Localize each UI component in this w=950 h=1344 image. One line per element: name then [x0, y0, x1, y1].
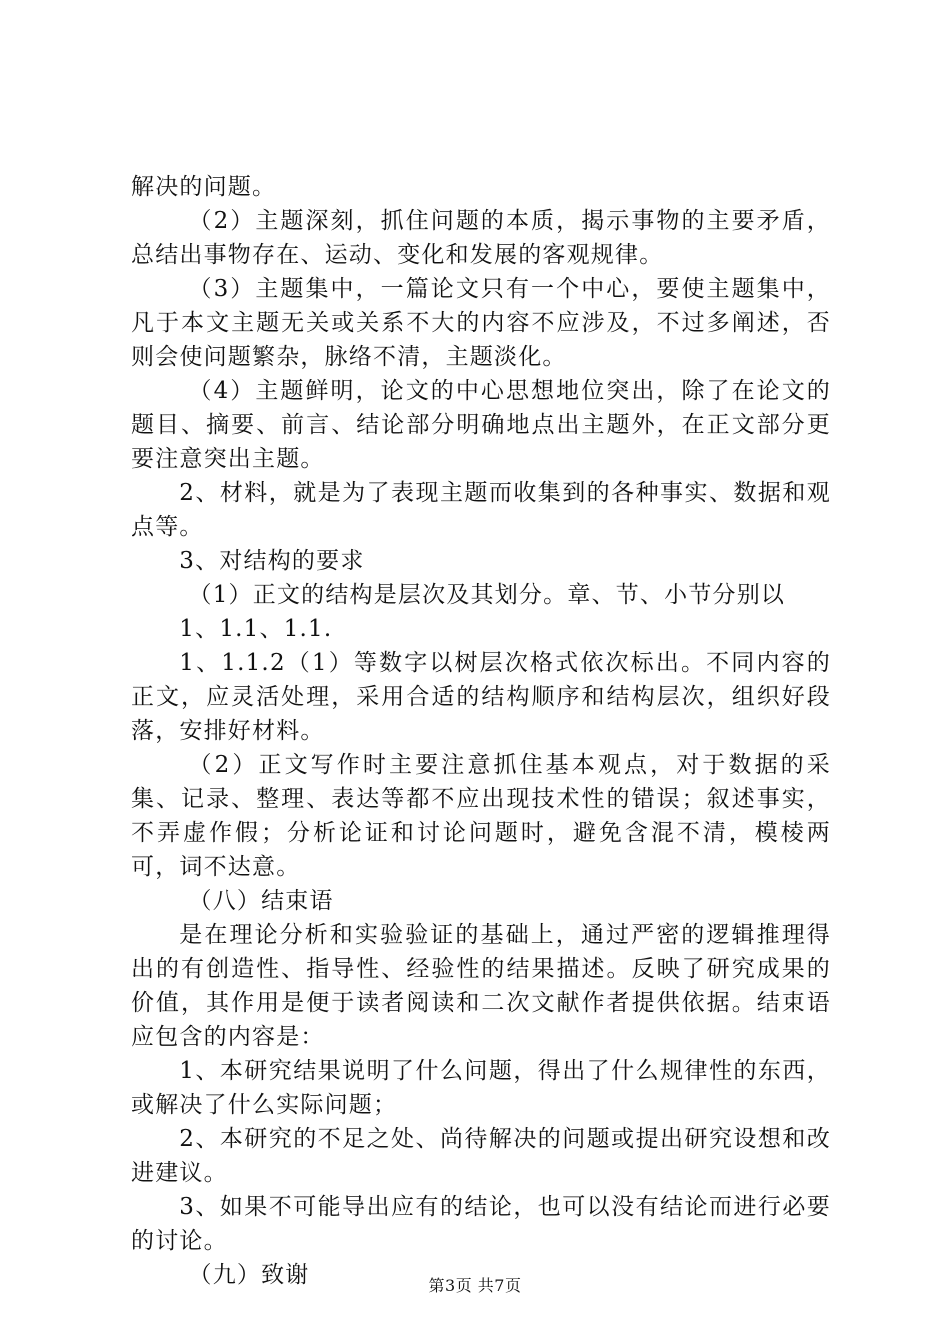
section-heading-acknowledgements: （九）致谢 [188, 1262, 310, 1288]
paragraph-conclusion-item-2: 2、本研究的不足之处、尚待解决的问题或提出研究设想和改进建议。 [131, 1126, 831, 1186]
paragraph-conclusion-definition: 是在理论分析和实验验证的基础上，通过严密的逻辑推理得出的有创造性、指导性、经验性的结果描述。反映了研究成果的价值，其作用是便于读者阅读和二次文献作者提供依据。结束语应包含的内容是： [131, 922, 831, 1050]
document-body [131, 170, 831, 1292]
paragraph-theme-depth: （2）主题深刻，抓住问题的本质，揭示事物的主要矛盾，总结出事物存在、运动、变化和发展的客观规律。 [131, 208, 831, 268]
paragraph-conclusion-item-1: 1、本研究结果说明了什么问题，得出了什么规律性的东西，或解决了什么实际问题； [131, 1058, 831, 1118]
paragraph-structure-1: （1）正文的结构是层次及其划分。章、节、小节分别以 [188, 582, 786, 608]
paragraph-numbering: 1、1.1、1.1. [179, 616, 333, 642]
paragraph-numbering-detail: 1、1.1.2（1）等数字以树层次格式依次标出。不同内容的正文，应灵活处理，采用合适的结构顺序和结构层次，组织好段落，安排好材料。 [131, 650, 831, 744]
paragraph-conclusion-item-3: 3、如果不可能导出应有的结论，也可以没有结论而进行必要的讨论。 [131, 1194, 831, 1254]
paragraph-continuation: 解决的问题。 [131, 174, 277, 200]
paragraph-materials: 2、材料，就是为了表现主题而收集到的各种事实、数据和观点等。 [131, 480, 831, 540]
paragraph-structure-heading: 3、对结构的要求 [179, 548, 365, 574]
section-heading-conclusion: （八）结束语 [188, 888, 334, 914]
page-number-footer: 第3页 共7页 [428, 1276, 522, 1295]
paragraph-structure-2: （2）正文写作时主要注意抓住基本观点，对于数据的采集、记录、整理、表达等都不应出现技术性的错误；叙述事实，不弄虚作假；分析论证和讨论问题时，避免含混不清，模棱两可，词不达意。 [131, 752, 831, 880]
paragraph-theme-clarity: （4）主题鲜明，论文的中心思想地位突出，除了在论文的题目、摘要、前言、结论部分明确地点出主题外，在正文部分更要注意突出主题。 [131, 378, 831, 472]
paragraph-theme-focus: （3）主题集中，一篇论文只有一个中心，要使主题集中，凡于本文主题无关或关系不大的内容不应涉及，不过多阐述，否则会使问题繁杂，脉络不清，主题淡化。 [131, 276, 831, 370]
